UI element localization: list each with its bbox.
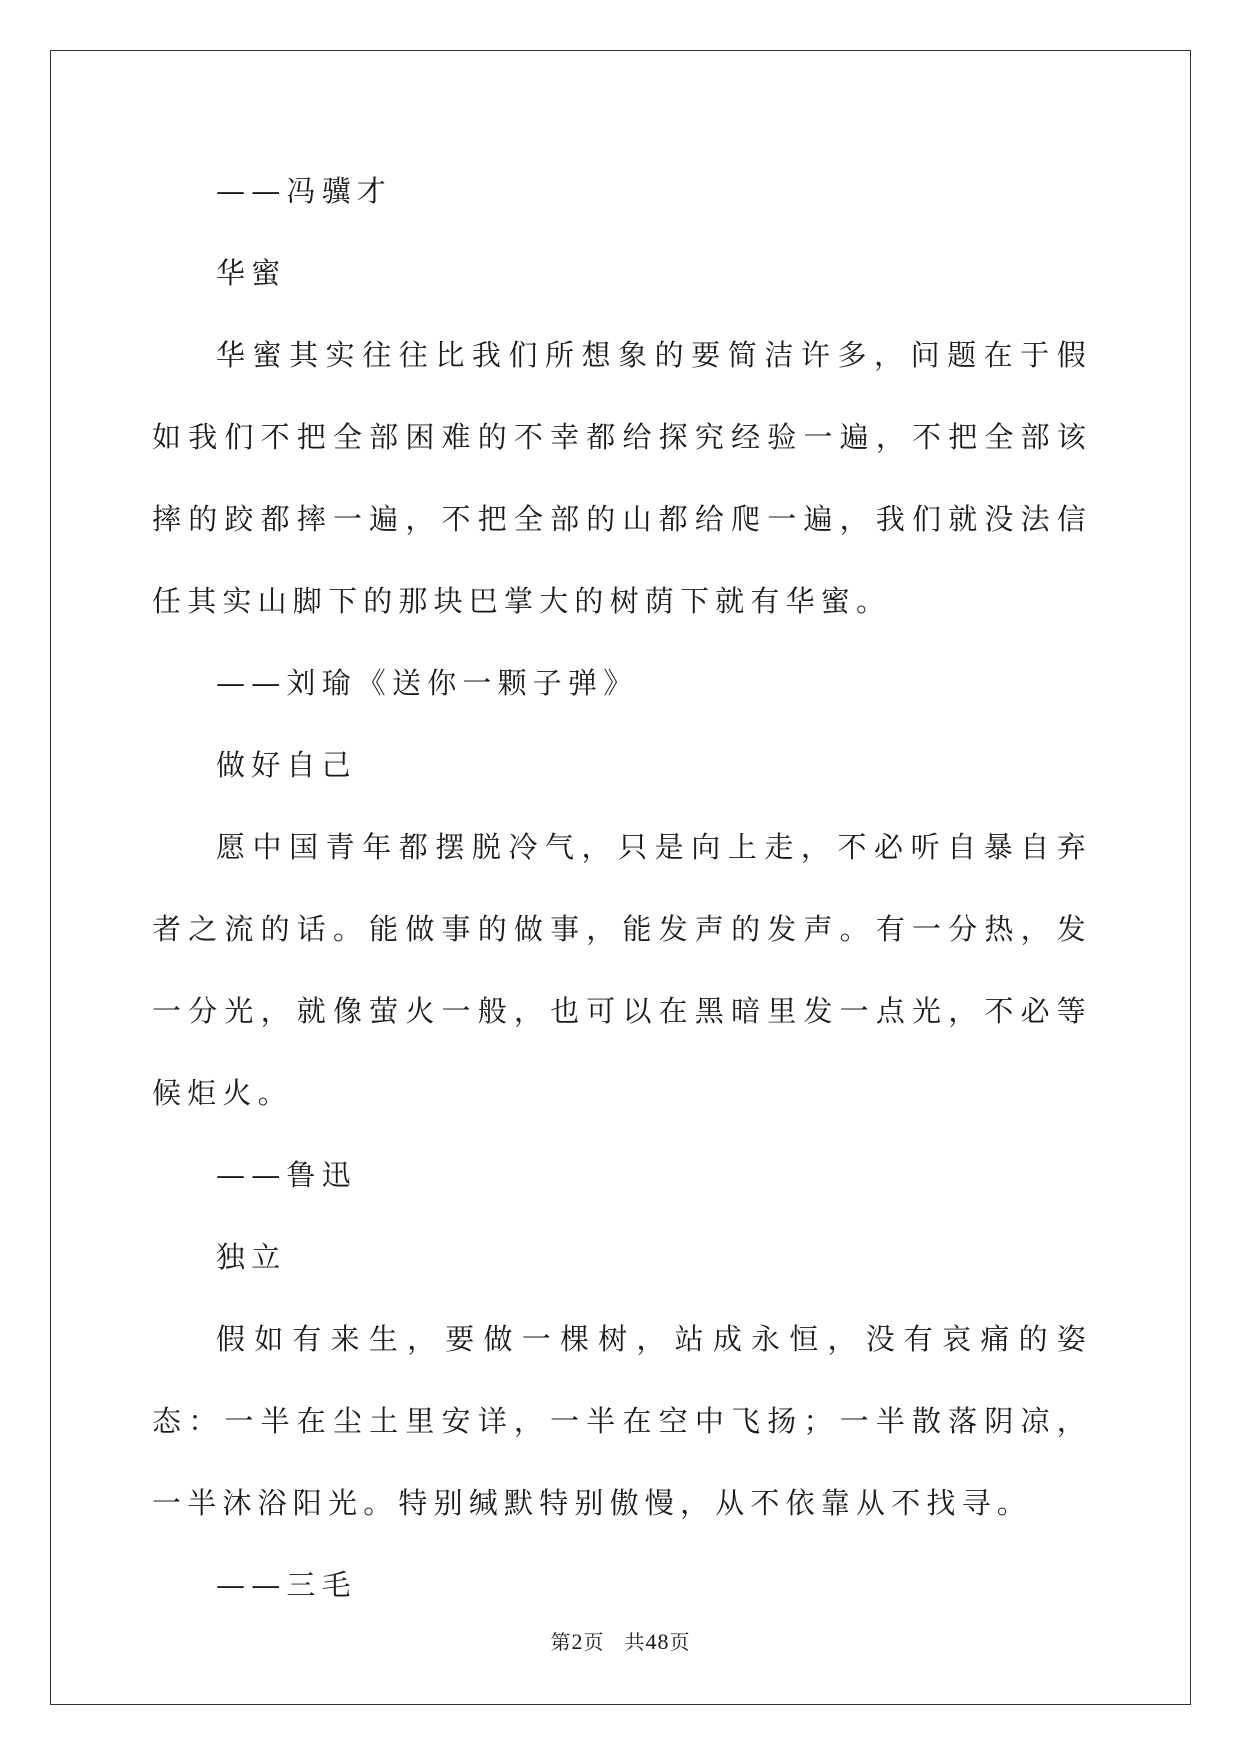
footer-page-prefix: 第	[550, 1630, 572, 1654]
section-heading: 做好自己	[216, 748, 357, 782]
attribution-line: ——刘瑜《送你一颗子弹》	[216, 666, 639, 700]
footer-total-prefix: 共	[624, 1630, 646, 1654]
body-paragraph: 华蜜其实往往比我们所想象的要简洁许多，问题在于假如我们不把全部困难的不幸都给探究经验一遍，不把全部该摔的跤都摔一遍，不把全部的山都给爬一遍，我们就没法信任其实山脚下的那块巴掌大的树荫下就有华蜜。	[152, 338, 1092, 618]
attribution-line: ——三毛	[216, 1568, 357, 1602]
document-body	[152, 150, 1092, 1626]
section-heading: 华蜜	[216, 256, 287, 290]
footer-page-number: 2	[571, 1629, 584, 1654]
attribution-line: ——鲁迅	[216, 1158, 357, 1192]
body-paragraph: 假如有来生，要做一棵树，站成永恒，没有哀痛的姿态：一半在尘土里安详，一半在空中飞扬；一半散落阴凉，一半沐浴阳光。特别缄默特别傲慢，从不依靠从不找寻。	[152, 1322, 1092, 1520]
footer-total-suffix: 页	[669, 1630, 691, 1654]
page-footer	[0, 1626, 1241, 1655]
attribution-line: ——冯骥才	[216, 174, 393, 208]
footer-total-number: 48	[645, 1629, 670, 1654]
section-heading: 独立	[216, 1240, 287, 1274]
footer-page-suffix: 页	[583, 1630, 605, 1654]
body-paragraph: 愿中国青年都摆脱冷气，只是向上走，不必听自暴自弃者之流的话。能做事的做事，能发声的发声。有一分热，发一分光，就像萤火一般，也可以在黑暗里发一点光，不必等候炬火。	[152, 830, 1092, 1110]
